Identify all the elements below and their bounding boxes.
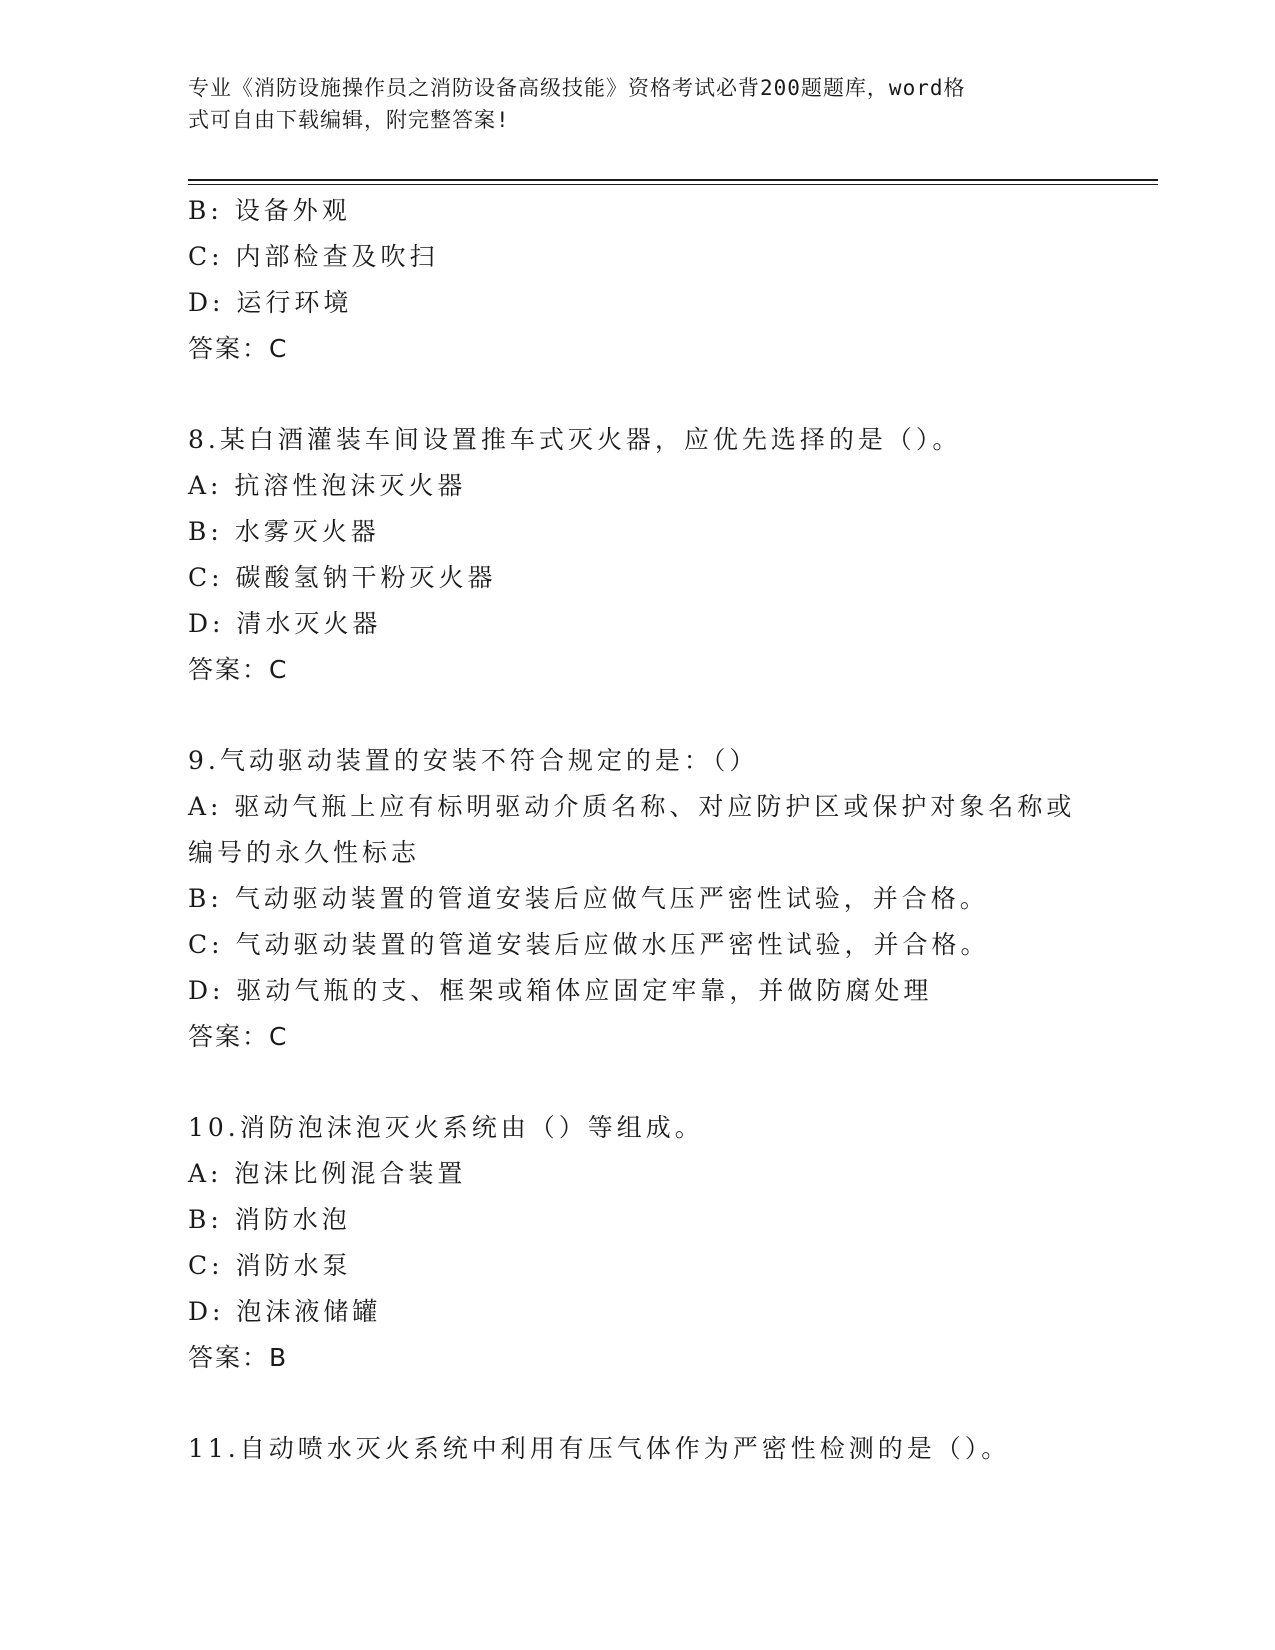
q10-option-c: C: 消防水泵 [188, 1251, 352, 1280]
q9-option-d: D: 驱动气瓶的支、框架或箱体应固定牢靠，并做防腐处理 [188, 976, 933, 1005]
q8-question: 8.某白酒灌装车间设置推车式灭火器，应优先选择的是（）。 [188, 425, 962, 454]
q9-option-c: C: 气动驱动装置的管道安装后应做水压严密性试验，并合格。 [188, 930, 990, 959]
spacer [188, 1060, 1088, 1105]
spacer [188, 693, 1088, 738]
q8-option-d: D: 清水灭火器 [188, 609, 382, 638]
q7-option-d: D: 运行环境 [188, 288, 353, 317]
header-line-2: 式可自由下载编辑，附完整答案! [188, 108, 510, 132]
q9-answer: 答案：C [188, 1022, 289, 1051]
q10-answer: 答案：B [188, 1343, 289, 1372]
q7-option-c: C: 内部检查及吹扫 [188, 242, 439, 271]
q8-answer: 答案：C [188, 655, 289, 684]
q9-option-b: B: 气动驱动装置的管道安装后应做气压严密性试验，并合格。 [188, 884, 989, 913]
q10-option-a: A: 泡沫比例混合装置 [188, 1159, 467, 1188]
q9-option-a-line-2: 编号的永久性标志 [188, 838, 421, 867]
spacer [188, 372, 1088, 417]
header-divider-thick [188, 179, 1158, 181]
q8-option-b: B: 水雾灭火器 [188, 517, 380, 546]
q11-question: 11.自动喷水灭火系统中利用有压气体作为严密性检测的是（）。 [188, 1434, 1011, 1463]
q10-question: 10.消防泡沫泡灭火系统由（）等组成。 [188, 1113, 704, 1142]
q9-question: 9.气动驱动装置的安装不符合规定的是：（） [188, 746, 759, 775]
q8-option-c: C: 碳酸氢钠干粉灭火器 [188, 563, 497, 592]
q10-option-b: B: 消防水泡 [188, 1205, 351, 1234]
header-divider-thin [188, 184, 1158, 185]
q10-option-d: D: 泡沫液储罐 [188, 1297, 382, 1326]
q8-option-a: A: 抗溶性泡沫灭火器 [188, 471, 467, 500]
q7-answer: 答案：C [188, 334, 289, 363]
q7-option-b: B: 设备外观 [188, 196, 351, 225]
question-list [188, 188, 1088, 1472]
q9-option-a-line-1: A: 驱动气瓶上应有标明驱动介质名称、对应防护区或保护对象名称或 [188, 792, 1076, 821]
spacer [188, 1381, 1088, 1426]
header-line-1: 专业《消防设施操作员之消防设备高级技能》资格考试必背200题题库，word格 [188, 76, 966, 100]
document-header [188, 72, 1068, 136]
